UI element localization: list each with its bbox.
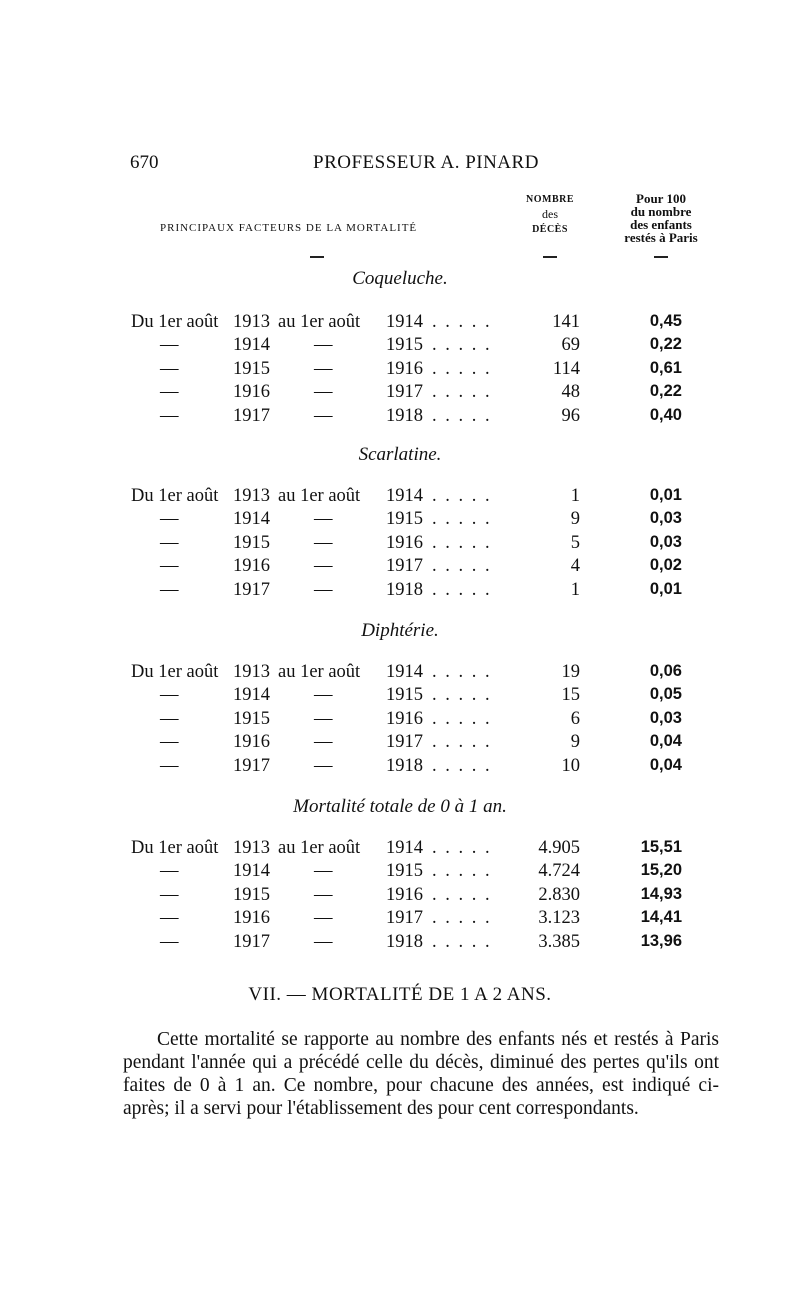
row-connector: au 1er août [278,486,361,506]
start-year: 1916 [233,908,270,929]
leader-dots: . . . . . [432,755,492,776]
end-year: 1918 [386,579,423,600]
pour-header-line-4: restés à Paris [624,230,698,245]
end-year: 1914 [386,662,423,682]
column-headers [150,192,720,272]
row-label: — [160,509,179,530]
start-year: 1915 [233,358,270,379]
pour-100-cell: 13,96 [640,931,682,950]
end-year: 1915 [386,861,423,882]
row-connector: — [314,405,333,426]
pour-100-cell: 0,40 [649,405,682,424]
end-year: 1917 [386,908,423,929]
start-year: 1916 [233,382,270,403]
row-connector: — [314,579,333,600]
leader-dots: . . . . . [432,382,492,403]
leader-dots: . . . . . [432,556,492,577]
leader-dots: . . . . . [432,662,492,682]
end-year: 1914 [386,312,423,332]
section-title-diphterie: Diphtérie. [361,620,439,641]
nombre-deces-cell: 114 [552,358,580,379]
leader-dots: . . . . . [432,908,492,929]
row-connector: — [314,861,333,882]
row-connector: — [314,755,333,776]
pour-100-cell: 0,01 [649,486,682,504]
end-year: 1917 [386,382,423,403]
row-connector: — [314,685,333,706]
main-column-header: PRINCIPAUX FACTEURS DE LA MORTALITÉ [160,222,418,234]
row-label: — [160,382,179,403]
paragraph-text: Cette mortalité se rapporte au nombre des enfants nés et restés à Paris pendant l'année qui a précédé celle du décès, diminué des pertes qu'ils ont faites de 0 à 1 an. Ce nombre, pour chacune des années, est indiqué ci-après; il a servi pour l'établissement des pour cent correspondants. [123,1029,719,1119]
nombre-deces-cell: 4 [570,556,580,577]
nombre-column-header [506,192,594,237]
nombre-deces-cell: 3.385 [538,931,580,952]
page-number: 670 [130,152,159,173]
nombre-deces-cell: 1 [570,579,580,600]
start-year: 1917 [233,579,270,600]
row-label: — [160,335,179,356]
table-row [0,838,800,861]
pour-100-cell: 0,05 [649,685,682,704]
pour-100-cell: 0,03 [649,509,682,528]
row-connector: — [314,556,333,577]
pour-100-cell: 0,61 [649,358,682,377]
body-paragraph [123,1028,719,1120]
end-year: 1914 [386,838,423,858]
nombre-header-line-2: des [542,207,558,221]
start-year: 1914 [233,335,270,356]
pour-header-line-1: Pour 100 [636,191,686,206]
row-connector: — [314,931,333,952]
end-year: 1915 [386,509,423,530]
start-year: 1914 [233,861,270,882]
nombre-deces-cell: 5 [570,532,580,553]
pour-100-cell: 0,22 [649,382,682,401]
end-year: 1915 [386,685,423,706]
leader-dots: . . . . . [432,335,492,356]
header-rule-main [310,256,324,258]
start-year: 1913 [233,312,270,332]
leader-dots: . . . . . [432,532,492,553]
end-year: 1917 [386,556,423,577]
nombre-header-line-1: NOMBRE [526,194,574,205]
leader-dots: . . . . . [432,861,492,882]
leader-dots: . . . . . [432,732,492,753]
pour-100-cell: 0,04 [649,732,682,751]
start-year: 1914 [233,685,270,706]
leader-dots: . . . . . [432,931,492,952]
row-connector: — [314,382,333,403]
pour-100-cell: 0,03 [649,708,682,727]
pour-100-cell: 0,03 [649,532,682,551]
table-row [0,756,800,779]
running-head [130,152,690,180]
row-label: — [160,884,179,905]
start-year: 1916 [233,732,270,753]
end-year: 1916 [386,532,423,553]
pour-100-cell: 14,93 [640,884,682,903]
start-year: 1916 [233,556,270,577]
leader-dots: . . . . . [432,312,492,332]
row-connector: — [314,908,333,929]
nombre-deces-cell: 15 [561,685,580,706]
table-row [0,382,800,405]
row-label: Du 1er août [131,486,219,506]
table-row [0,580,800,603]
row-label: — [160,861,179,882]
table-row [0,312,800,335]
end-year: 1918 [386,755,423,776]
end-year: 1918 [386,405,423,426]
leader-dots: . . . . . [432,358,492,379]
table-row [0,406,800,429]
nombre-deces-cell: 9 [570,509,580,530]
start-year: 1915 [233,708,270,729]
section-heading-vii: VII. — MORTALITÉ DE 1 A 2 ANS. [248,984,552,1005]
leader-dots: . . . . . [432,486,492,506]
leader-dots: . . . . . [432,884,492,905]
end-year: 1916 [386,884,423,905]
row-connector: — [314,358,333,379]
row-connector: — [314,509,333,530]
row-label: — [160,685,179,706]
pour-100-cell: 0,06 [649,662,682,680]
row-label: — [160,708,179,729]
nombre-deces-cell: 19 [561,662,580,682]
row-connector: — [314,708,333,729]
start-year: 1917 [233,931,270,952]
nombre-deces-cell: 4.905 [538,838,580,858]
pour-100-cell: 15,51 [640,838,682,856]
pour-100-cell: 0,22 [649,335,682,354]
pour-100-cell: 0,04 [649,755,682,774]
section-rows-coqueluche [0,312,800,429]
row-label: — [160,908,179,929]
start-year: 1915 [233,532,270,553]
end-year: 1914 [386,486,423,506]
section-title-mortalite-totale: Mortalité totale de 0 à 1 an. [293,796,507,817]
row-label: — [160,405,179,426]
leader-dots: . . . . . [432,708,492,729]
end-year: 1917 [386,732,423,753]
end-year: 1918 [386,931,423,952]
row-label: Du 1er août [131,662,219,682]
table-row [0,709,800,732]
row-label: — [160,732,179,753]
table-row [0,932,800,955]
section-rows-diphterie [0,662,800,779]
row-connector: au 1er août [278,838,361,858]
nombre-deces-cell: 6 [570,708,580,729]
table-row [0,885,800,908]
table-row [0,732,800,755]
section-rows-mortalite-totale [0,838,800,955]
section-title-coqueluche: Coqueluche. [352,268,448,289]
nombre-deces-cell: 1 [570,486,580,506]
nombre-deces-cell: 4.724 [538,861,580,882]
row-connector: — [314,532,333,553]
start-year: 1917 [233,405,270,426]
table-row [0,908,800,931]
nombre-deces-cell: 141 [552,312,580,332]
table-row [0,662,800,685]
pour-100-cell: 0,01 [649,579,682,598]
pour-100-cell: 14,41 [640,908,682,927]
end-year: 1916 [386,708,423,729]
nombre-deces-cell: 96 [561,405,580,426]
nombre-deces-cell: 48 [561,382,580,403]
pour-100-cell: 15,20 [640,861,682,880]
row-connector: au 1er août [278,312,361,332]
nombre-deces-cell: 2.830 [538,884,580,905]
nombre-deces-cell: 10 [561,755,580,776]
row-connector: — [314,884,333,905]
table-row [0,533,800,556]
leader-dots: . . . . . [432,685,492,706]
table-row [0,861,800,884]
nombre-deces-cell: 69 [561,335,580,356]
table-row [0,359,800,382]
pour-header-line-3: des enfants [630,217,692,232]
row-label: Du 1er août [131,838,219,858]
table-row [0,335,800,358]
start-year: 1914 [233,509,270,530]
section-rows-scarlatine [0,486,800,603]
leader-dots: . . . . . [432,509,492,530]
start-year: 1917 [233,755,270,776]
row-label: — [160,358,179,379]
start-year: 1915 [233,884,270,905]
header-rule-pour [654,256,668,258]
running-title: PROFESSEUR A. PINARD [313,152,539,173]
row-connector: au 1er août [278,662,361,682]
table-row [0,486,800,509]
header-rule-nombre [543,256,557,258]
end-year: 1916 [386,358,423,379]
row-label: — [160,579,179,600]
table-row [0,685,800,708]
pour-header-line-2: du nombre [630,204,692,219]
end-year: 1915 [386,335,423,356]
row-connector: — [314,732,333,753]
leader-dots: . . . . . [432,579,492,600]
nombre-deces-cell: 3.123 [538,908,580,929]
start-year: 1913 [233,662,270,682]
table-row [0,509,800,532]
row-label: — [160,931,179,952]
leader-dots: . . . . . [432,405,492,426]
pour-100-cell: 0,02 [649,556,682,575]
row-connector: — [314,335,333,356]
leader-dots: . . . . . [432,838,492,858]
row-label: — [160,556,179,577]
nombre-deces-cell: 9 [570,732,580,753]
section-title-scarlatine: Scarlatine. [358,444,442,465]
pour-100-column-header [608,192,714,244]
start-year: 1913 [233,486,270,506]
nombre-header-line-3: DÉCÈS [532,224,568,235]
row-label: — [160,755,179,776]
start-year: 1913 [233,838,270,858]
pour-100-cell: 0,45 [649,312,682,330]
table-row [0,556,800,579]
row-label: Du 1er août [131,312,219,332]
row-label: — [160,532,179,553]
